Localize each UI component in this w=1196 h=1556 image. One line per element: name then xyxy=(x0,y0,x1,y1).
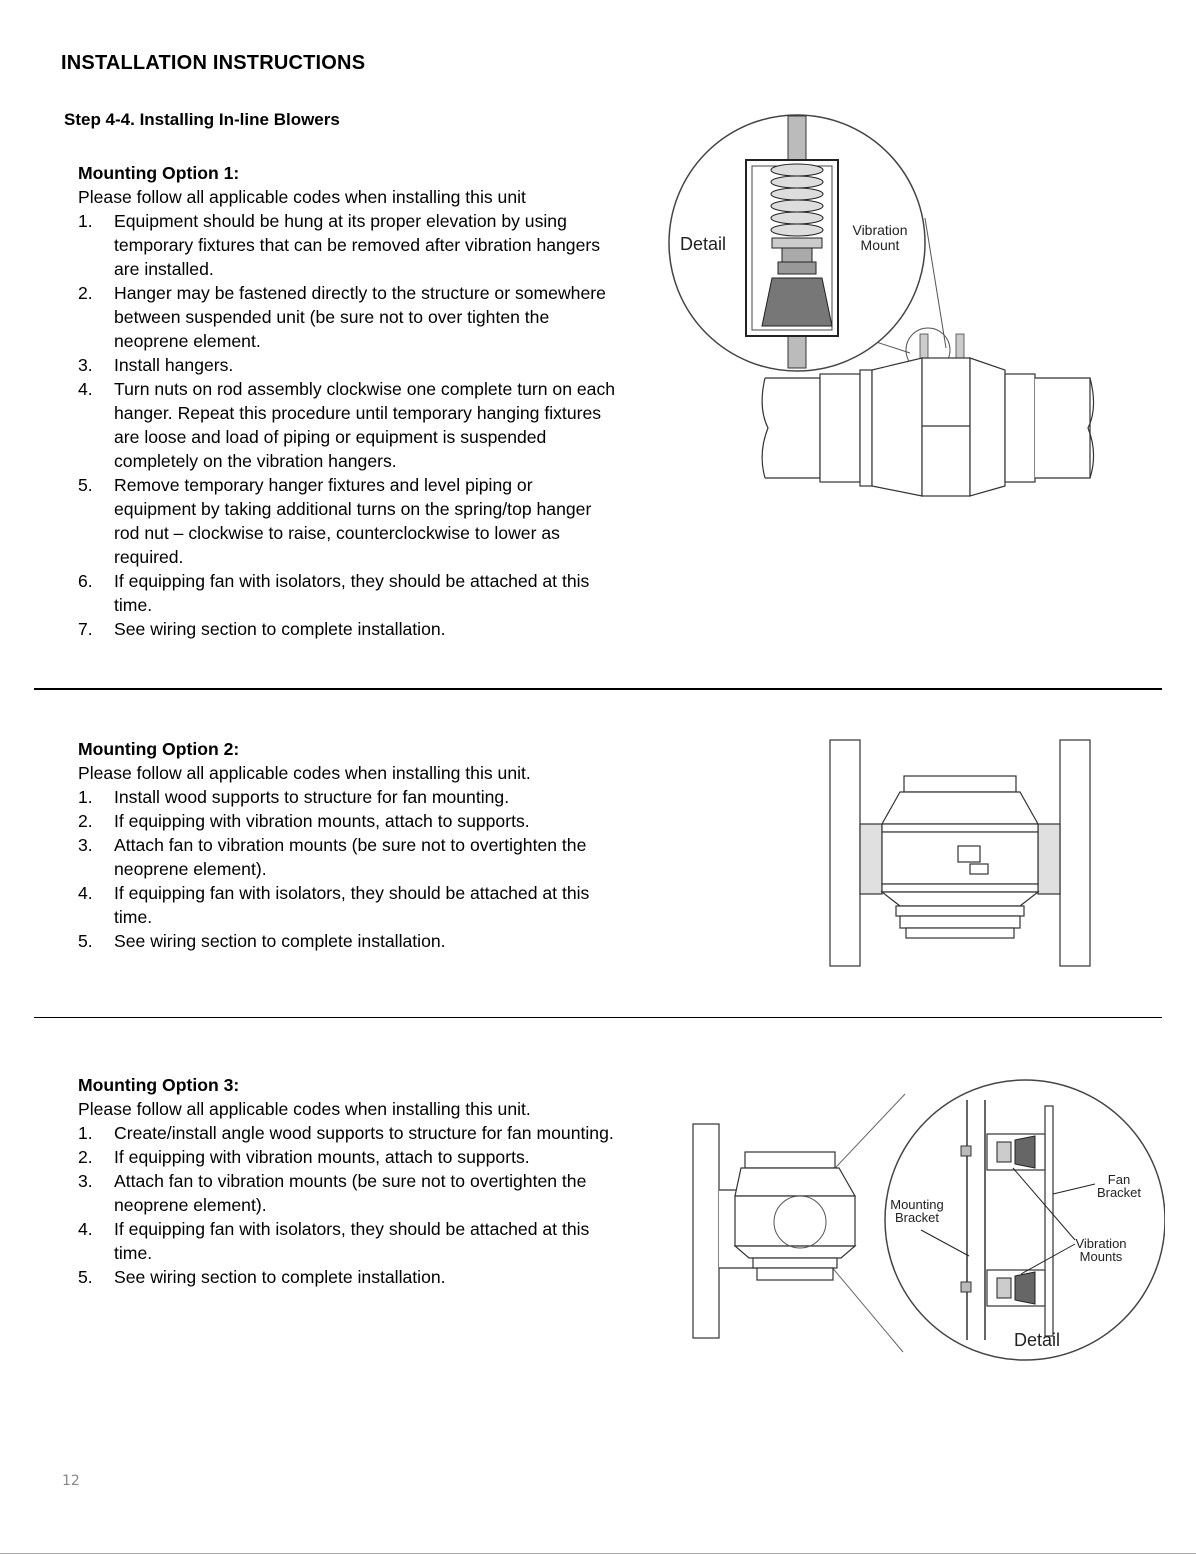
option-2-steps xyxy=(78,785,618,953)
list-item: 3. Install hangers. xyxy=(78,355,234,375)
list-item: 6. If equipping fan with isolators, they should be attached at this time. xyxy=(78,571,590,615)
vibration-mounts-label: Vibration xyxy=(1075,1236,1127,1251)
list-item: 1. Install wood supports to structure for fan mounting. xyxy=(78,787,510,807)
option-1-intro: Please follow all applicable codes when installing this unit xyxy=(78,187,526,207)
option-3-title: Mounting Option 3: xyxy=(78,1075,240,1095)
angle-bracket-fan-figure xyxy=(685,1072,1165,1372)
svg-text:Bracket: Bracket xyxy=(894,1210,940,1225)
list-item: 5. See wiring section to complete installation. xyxy=(78,1267,446,1287)
list-item: 1. Create/install angle wood supports to structure for fan mounting. xyxy=(78,1123,614,1143)
page-title: INSTALLATION INSTRUCTIONS xyxy=(61,52,366,74)
list-item: 2. If equipping with vibration mounts, attach to supports. xyxy=(78,1147,530,1167)
wood-support-fan-figure xyxy=(820,734,1100,974)
footer-rule xyxy=(0,1553,1196,1554)
list-item: 7. See wiring section to complete installation. xyxy=(78,619,446,639)
list-item: 3. Attach fan to vibration mounts (be sure not to overtighten the neoprene element). xyxy=(78,1171,587,1215)
fan-bracket-label: Fan xyxy=(1107,1172,1131,1187)
svg-text:Mounts: Mounts xyxy=(1079,1249,1123,1264)
list-item: 2. If equipping with vibration mounts, attach to supports. xyxy=(78,811,530,831)
list-item: 4. If equipping fan with isolators, they should be attached at this time. xyxy=(78,883,590,927)
page-number: 12 xyxy=(62,1473,80,1489)
vibration-hanger-figure xyxy=(660,108,1110,498)
option-1-title: Mounting Option 1: xyxy=(78,163,240,183)
list-item: 4. If equipping fan with isolators, they should be attached at this time. xyxy=(78,1219,590,1263)
option-3-steps xyxy=(78,1121,618,1289)
list-item: 4. Turn nuts on rod assembly clockwise one complete turn on each hanger. Repeat this procedure until temporary hanging fixtures are loose and load of piping or equipment is suspended completely on the vibration hangers. xyxy=(78,379,616,471)
list-item: 5. See wiring section to complete installation. xyxy=(78,931,446,951)
option-3-intro: Please follow all applicable codes when installing this unit. xyxy=(78,1099,531,1119)
list-item: 2. Hanger may be fastened directly to the structure or somewhere between suspended unit (be sure not to over tighten the neoprene element. xyxy=(78,283,606,351)
section-divider xyxy=(34,688,1162,690)
option-2-intro: Please follow all applicable codes when installing this unit. xyxy=(78,763,531,783)
option-2-title: Mounting Option 2: xyxy=(78,739,240,759)
vibration-mount-label: Vibration xyxy=(852,222,908,238)
option-1-steps xyxy=(78,209,618,641)
svg-text:Bracket: Bracket xyxy=(1096,1185,1142,1200)
step-title: Step 4-4. Installing In-line Blowers xyxy=(64,110,340,129)
mounting-bracket-label: Mounting xyxy=(890,1197,944,1212)
section-divider xyxy=(34,1017,1162,1018)
detail-label: Detail xyxy=(1013,1330,1061,1350)
mounting-option-3 xyxy=(78,1073,618,1289)
svg-text:Mount: Mount xyxy=(860,237,900,253)
list-item: 3. Attach fan to vibration mounts (be sure not to overtighten the neoprene element). xyxy=(78,835,587,879)
mounting-option-2 xyxy=(78,737,618,953)
detail-label: Detail xyxy=(680,234,727,254)
list-item: 1. Equipment should be hung at its proper elevation by using temporary fixtures that can be removed after vibration hangers are installed. xyxy=(78,211,601,279)
mounting-option-1 xyxy=(78,161,618,641)
list-item: 5. Remove temporary hanger fixtures and level piping or equipment by taking additional turns on the spring/top hanger rod nut – clockwise to raise, counterclockwise to lower as required. xyxy=(78,475,592,567)
